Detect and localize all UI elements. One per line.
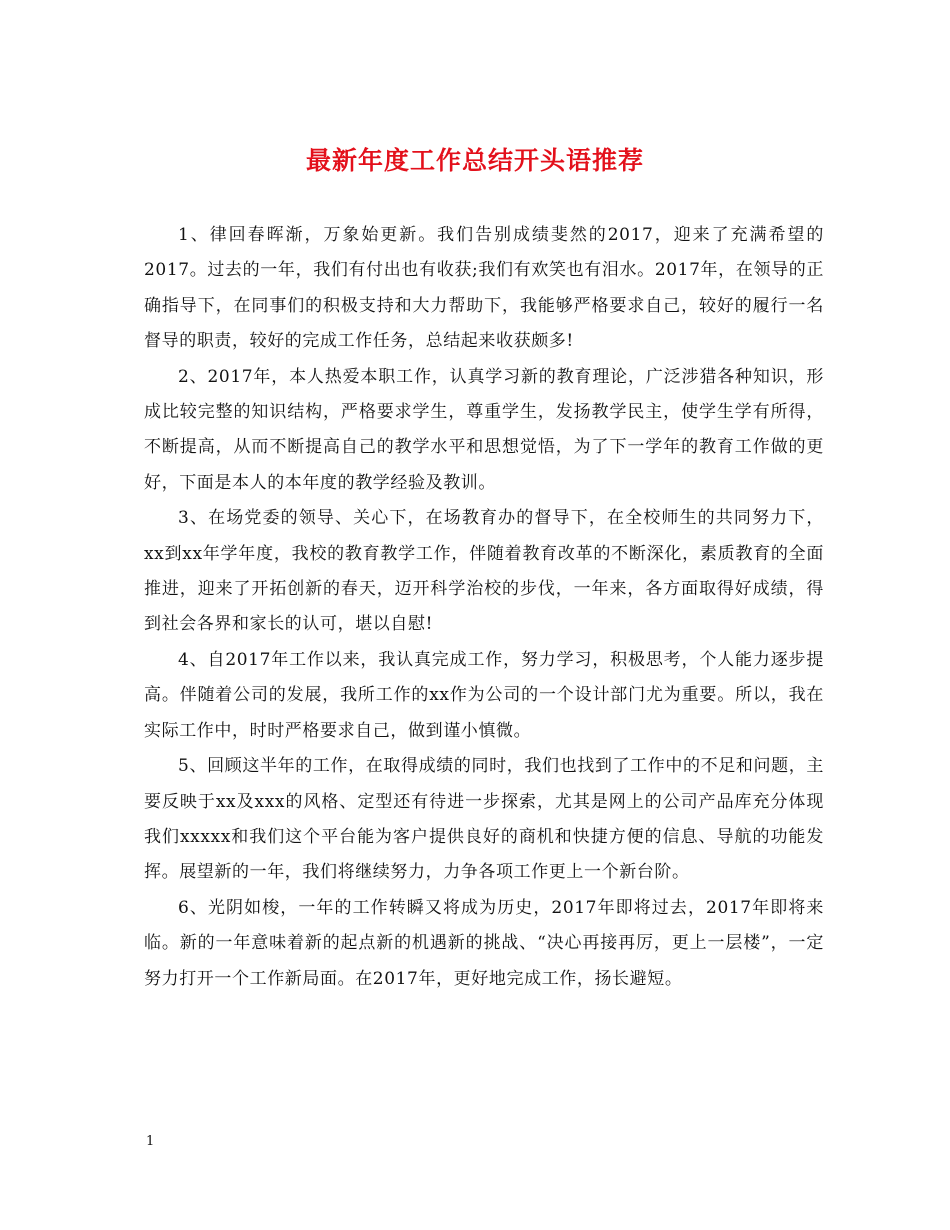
paragraph-3: 3、在场党委的领导、关心下，在场教育办的督导下，在全校师生的共同努力下，xx到xx年学年度，我校的教育教学工作，伴随着教育改革的不断深化，素质教育的全面推进，迎来了开拓创新的春天，迈开科学治校的步伐，一年来，各方面取得好成绩，得到社会各界和家长的认可，堪以自慰! (144, 508, 824, 635)
page-number: 1 (146, 1134, 155, 1149)
paragraph-4: 4、自2017年工作以来，我认真完成工作，努力学习，积极思考，个人能力逐步提高。伴随着公司的发展，我所工作的xx作为公司的一个设计部门尤为重要。所以，我在实际工作中，时时严格要求自己，做到谨小慎微。 (144, 649, 824, 741)
document-body (144, 218, 824, 997)
paragraph-5: 5、回顾这半年的工作，在取得成绩的同时，我们也找到了工作中的不足和问题，主要反映于xx及xxx的风格、定型还有待进一步探索，尤其是网上的公司产品库充分体现我们xxxxx和我们这个平台能为客户提供良好的商机和快捷方便的信息、导航的功能发挥。展望新的一年，我们将继续努力，力争各项工作更上一个新台阶。 (144, 756, 824, 883)
paragraph-1: 1、律回春晖渐，万象始更新。我们告别成绩斐然的2017，迎来了充满希望的2017。过去的一年，我们有付出也有收获;我们有欢笑也有泪水。2017年，在领导的正确指导下，在同事们的积极支持和大力帮助下，我能够严格要求自己，较好的履行一名督导的职责，较好的完成工作任务，总结起来收获颇多! (144, 225, 824, 352)
paragraph-6: 6、光阴如梭，一年的工作转瞬又将成为历史，2017年即将过去，2017年即将来临。新的一年意味着新的起点新的机遇新的挑战、“决心再接再厉，更上一层楼”，一定努力打开一个工作新局面。在2017年，更好地完成工作，扬长避短。 (144, 897, 824, 989)
document-title: 最新年度工作总结开头语推荐 (305, 146, 644, 175)
paragraph-2: 2、2017年，本人热爱本职工作，认真学习新的教育理论，广泛涉猎各种知识，形成比较完整的知识结构，严格要求学生，尊重学生，发扬教学民主，使学生学有所得，不断提高，从而不断提高自己的教学水平和思想觉悟，为了下一学年的教育工作做的更好，下面是本人的本年度的教学经验及教训。 (144, 366, 824, 493)
